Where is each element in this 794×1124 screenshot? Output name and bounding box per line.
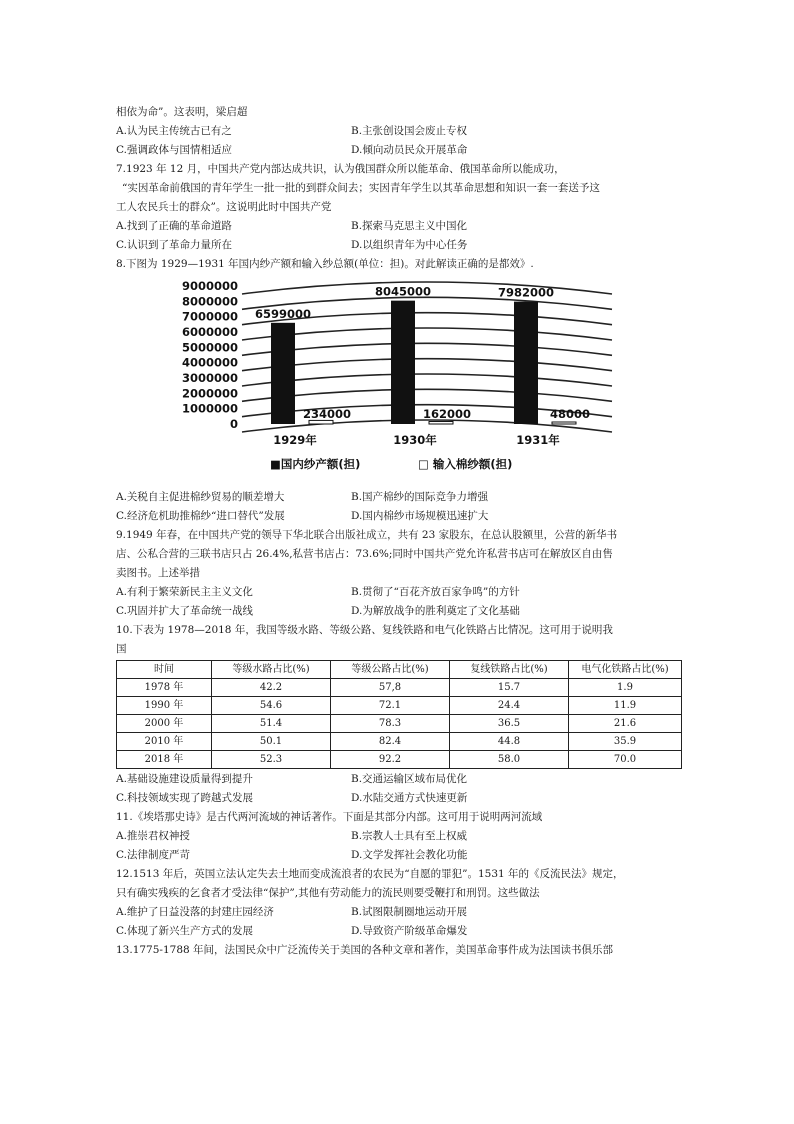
q9-stem-line-1: 9.1949 年春，在中国共产党的领导下华北联合出版社成立，共有 23 家股东，在总认股额里，公营的新华书 xyxy=(116,529,618,541)
table-header-cell: 等级公路占比(%) xyxy=(331,661,450,679)
table-row xyxy=(117,715,682,733)
x-tick-label: 1931年 xyxy=(516,433,560,447)
table-cell: 2010 年 xyxy=(117,733,212,751)
table-cell: 21.6 xyxy=(569,715,682,733)
y-tick-label: 8000000 xyxy=(181,294,238,309)
table-cell: 51.4 xyxy=(212,715,331,733)
table-cell: 2000 年 xyxy=(117,715,212,733)
chart-gridline xyxy=(242,343,612,355)
x-tick-label: 1930年 xyxy=(393,433,437,447)
chart-gridline xyxy=(242,389,612,401)
q12-option-a: A.维护了日益没落的封建庄园经济 xyxy=(116,906,274,918)
q12-stem-line-2: 只有确实残疾的乞食者才受法律“保护”,其他有劳动能力的流民则要受鞭打和刑罚。这些做法 xyxy=(116,887,540,899)
exam-page xyxy=(116,103,682,960)
y-tick-label: 2000000 xyxy=(181,386,238,401)
table-row xyxy=(117,697,682,715)
q13-stem: 13.1775-1788 年间，法国民众中广泛流传关于美国的各种文章和著作，美国革命事件成为法国读书俱乐部 xyxy=(116,944,614,956)
chart-svg xyxy=(180,274,620,488)
domestic-yarn-bar xyxy=(514,302,538,424)
table-cell: 78.3 xyxy=(331,715,450,733)
y-tick-label: 0 xyxy=(229,417,238,431)
q7-stem-line-2: “实因革命前俄国的青年学生一批一批的到群众间去；实因青年学生以其革命思想和知识一套一套送予这 xyxy=(122,182,600,194)
table-cell: 1.9 xyxy=(569,679,682,697)
q12-option-c: C.体现了新兴生产方式的发展 xyxy=(116,925,253,937)
q10-stem-line-2: 国 xyxy=(116,643,127,655)
q12-options-row-1 xyxy=(116,903,682,922)
legend-imported: □ 输入棉纱额(担) xyxy=(418,457,513,471)
q9-option-d: D.为解放战争的胜利奠定了文化基础 xyxy=(351,605,520,617)
chart-gridline xyxy=(242,374,612,386)
q6-options-row-2 xyxy=(116,141,682,160)
imported-yarn-value-label: 234000 xyxy=(302,407,352,421)
q6-options-row-1 xyxy=(116,122,682,141)
table-cell: 52.3 xyxy=(212,751,331,769)
q9-stem-line-3: 卖图书。上述举措 xyxy=(116,567,200,579)
q7-option-a: A.找到了正确的革命道路 xyxy=(116,220,232,232)
table-header-cell: 电气化铁路占比(%) xyxy=(569,661,682,679)
q6-stem-tail: 相依为命”。这表明，梁启超 xyxy=(116,106,248,118)
q10-option-a: A.基础设施建设质量得到提升 xyxy=(116,773,253,785)
q11-option-b: B.宗教人士具有至上权威 xyxy=(351,830,468,842)
q9-stem-line-2: 店、公私合营的三联书店只占 26.4%,私营书店占：73.6%;同时中国共产党允许私营书店可在解放区自由售 xyxy=(116,548,613,560)
domestic-yarn-bar xyxy=(271,323,295,424)
table-cell: 24.4 xyxy=(450,697,569,715)
q11-stem: 11.《埃塔那史诗》是古代两河流域的神话著作。下面是其部分内部。这可用于说明两河流域 xyxy=(116,811,543,823)
table-cell: 36.5 xyxy=(450,715,569,733)
table-cell: 50.1 xyxy=(212,733,331,751)
table-cell: 57,8 xyxy=(331,679,450,697)
table-cell: 72.1 xyxy=(331,697,450,715)
q6-option-b: B.主张创设国会废止专权 xyxy=(351,125,468,137)
q7-stem-line-1: 7.1923 年 12 月，中国共产党内部达成共识，认为俄国群众所以能革命、俄国革命所以能成功， xyxy=(116,163,565,175)
table-cell: 2018 年 xyxy=(117,751,212,769)
domestic-yarn-bar xyxy=(391,301,415,424)
table-header-cell: 复线铁路占比(%) xyxy=(450,661,569,679)
table-row xyxy=(117,751,682,769)
q10-option-b: B.交通运输区域布局优化 xyxy=(351,773,468,785)
q6-option-c: C.强调政体与国情相适应 xyxy=(116,144,232,156)
q7-option-c: C.认识到了革命力量所在 xyxy=(116,239,232,251)
q7-options-row-1 xyxy=(116,217,682,236)
q11-options-row-1 xyxy=(116,827,682,846)
table-cell: 44.8 xyxy=(450,733,569,751)
q7-stem-line-3: 工人农民兵士的群众”。这说明此时中国共产党 xyxy=(116,201,332,213)
q7-option-d: D.以组织青年为中心任务 xyxy=(351,239,468,251)
table-cell: 35.9 xyxy=(569,733,682,751)
q11-option-a: A.推崇君权神授 xyxy=(116,830,190,842)
table-cell: 58.0 xyxy=(450,751,569,769)
q12-option-d: D.导致资产阶级革命爆发 xyxy=(351,925,468,937)
q10-option-d: D.水陆交通方式快速更新 xyxy=(351,792,468,804)
table-cell: 15.7 xyxy=(450,679,569,697)
table-cell: 42.2 xyxy=(212,679,331,697)
imported-yarn-value-label: 48000 xyxy=(549,407,591,421)
q6-option-a: A.认为民主传统古已有之 xyxy=(116,125,232,137)
q9-option-c: C.巩固并扩大了革命统一战线 xyxy=(116,605,253,617)
q6-option-d: D.倾向动员民众开展革命 xyxy=(351,144,468,156)
q11-option-c: C.法律制度严苛 xyxy=(116,849,190,861)
q7-option-b: B.探索马克思主义中国化 xyxy=(351,220,468,232)
q12-option-b: B.试图限制圈地运动开展 xyxy=(351,906,468,918)
q8-options-row-2 xyxy=(116,507,682,526)
q9-options-row-2 xyxy=(116,602,682,621)
q9-option-b: B.贯彻了“百花齐放百家争鸣”的方针 xyxy=(351,586,520,598)
q10-stem-line-1: 10.下表为 1978—2018 年，我国等级水路、等级公路、复线铁路和电气化铁路占比情况。这可用于说明我 xyxy=(116,624,613,636)
y-tick-label: 9000000 xyxy=(181,279,238,293)
domestic-yarn-value-label: 6599000 xyxy=(254,306,312,321)
q10-options-row-1 xyxy=(116,770,682,789)
chart-gridline xyxy=(242,328,612,340)
q11-option-d: D.文学发挥社会教化功能 xyxy=(351,849,468,861)
table-header-cell: 等级水路占比(%) xyxy=(212,661,331,679)
table-cell: 70.0 xyxy=(569,751,682,769)
domestic-yarn-value-label: 7982000 xyxy=(497,285,555,300)
table-cell: 82.4 xyxy=(331,733,450,751)
q8-stem: 8.下图为 1929—1931 年国内纱产额和输入纱总额(单位：担)。对此解读正确的是都效》. xyxy=(116,258,534,270)
table-cell: 92.2 xyxy=(331,751,450,769)
imported-yarn-bar xyxy=(429,422,453,424)
q7-options-row-2 xyxy=(116,236,682,255)
table-cell: 1990 年 xyxy=(117,697,212,715)
q8-option-d: D.国内棉纱市场规模迅速扩大 xyxy=(351,510,489,522)
y-tick-label: 7000000 xyxy=(181,309,238,324)
q12-stem-line-1: 12.1513 年后，英国立法认定失去土地而变成流浪者的农民为“自愿的罪犯”。1531 年的《反流民法》规定， xyxy=(116,868,624,880)
q10-options-row-2 xyxy=(116,789,682,808)
table-cell: 1978 年 xyxy=(117,679,212,697)
x-tick-label: 1929年 xyxy=(273,433,317,447)
table-header-row xyxy=(117,661,682,679)
transport-ratio-table xyxy=(116,660,682,769)
y-tick-label: 1000000 xyxy=(181,401,238,416)
table-cell: 11.9 xyxy=(569,697,682,715)
imported-yarn-bar xyxy=(552,422,576,424)
y-tick-label: 3000000 xyxy=(181,371,238,385)
table-row xyxy=(117,733,682,751)
q8-option-a: A.关税自主促进棉纱贸易的顺差增大 xyxy=(116,491,285,503)
q12-options-row-2 xyxy=(116,922,682,941)
domestic-yarn-value-label: 8045000 xyxy=(374,284,432,299)
q11-options-row-2 xyxy=(116,846,682,865)
q8-option-c: C.经济危机助推棉纱“进口替代”发展 xyxy=(116,510,285,522)
y-tick-label: 6000000 xyxy=(181,325,238,339)
q8-options-row-1 xyxy=(116,488,682,507)
q8-option-b: B.国产棉纱的国际竞争力增强 xyxy=(351,491,489,503)
y-tick-label: 4000000 xyxy=(181,355,238,370)
table-cell: 54.6 xyxy=(212,697,331,715)
chart-gridline xyxy=(242,359,612,371)
y-tick-label: 5000000 xyxy=(181,340,238,355)
legend-domestic: ■国内纱产额(担) xyxy=(270,457,361,471)
q9-option-a: A.有利于繁荣新民主主义文化 xyxy=(116,586,253,598)
table-row xyxy=(117,679,682,697)
q10-option-c: C.科技领域实现了跨越式发展 xyxy=(116,792,253,804)
table-header-cell: 时间 xyxy=(117,661,212,679)
yarn-bar-chart xyxy=(180,274,620,488)
q9-options-row-1 xyxy=(116,583,682,602)
imported-yarn-value-label: 162000 xyxy=(422,407,472,421)
